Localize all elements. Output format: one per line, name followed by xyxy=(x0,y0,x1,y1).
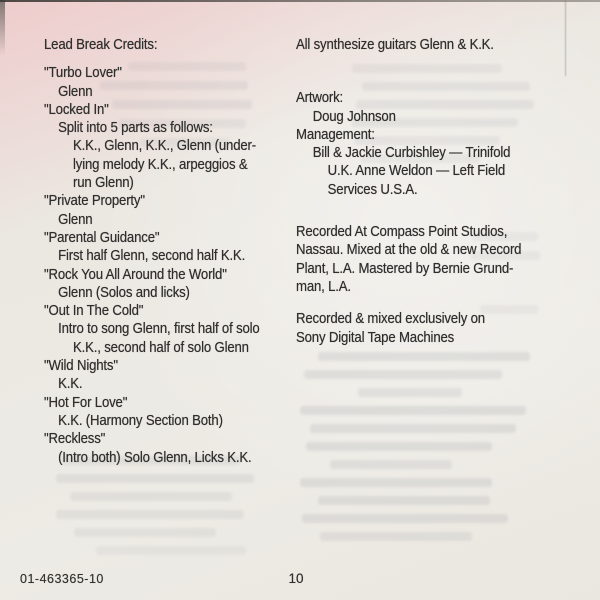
scan-edge-left xyxy=(0,0,5,56)
bleedthrough-ghost-line xyxy=(358,388,462,397)
text-line: Intro to song Glenn, first half of solo xyxy=(58,320,260,338)
text-line: K.K., Glenn, K.K., Glenn (under- xyxy=(73,137,256,155)
text-line: Artwork: xyxy=(296,89,343,107)
bleedthrough-ghost-line xyxy=(302,514,508,523)
text-line: "Private Property" xyxy=(44,192,145,210)
bleedthrough-ghost-line xyxy=(320,532,472,541)
text-line: lying melody K.K., arpeggios & xyxy=(73,155,248,173)
text-line: Nassau. Mixed at the old & new Record xyxy=(296,241,522,259)
text-line: All synthesize guitars Glenn & K.K. xyxy=(296,36,494,53)
page-number: 10 xyxy=(288,571,304,586)
text-line: Recorded & mixed exclusively on xyxy=(296,310,485,328)
text-line: run Glenn) xyxy=(73,174,134,192)
text-line: "Reckless" xyxy=(44,430,106,448)
text-line: "Parental Guidance" xyxy=(44,228,160,246)
bleedthrough-ghost-line xyxy=(74,528,216,537)
bleedthrough-ghost-line xyxy=(56,474,254,483)
text-line: "Turbo Lover" xyxy=(44,64,122,82)
text-line: Glenn xyxy=(58,82,93,100)
text-line: "Locked In" xyxy=(44,100,109,118)
text-line: Doug Johnson xyxy=(312,107,396,125)
text-line: Bill & Jackie Curbishley — Trinifold xyxy=(312,144,511,162)
text-line: "Rock You All Around the World" xyxy=(44,265,227,283)
bleedthrough-ghost-line xyxy=(310,424,516,433)
text-line: Management: xyxy=(296,125,375,143)
catalog-number: 01-463365-10 xyxy=(20,572,104,586)
right-column xyxy=(296,36,586,347)
text-line: Split into 5 parts as follows: xyxy=(58,119,213,137)
text-line: First half Glenn, second half K.K. xyxy=(58,247,246,265)
text-line: Services U.S.A. xyxy=(327,180,418,198)
lead-break-credits-heading: Lead Break Credits: xyxy=(44,36,158,53)
sony-tape-note xyxy=(296,310,586,347)
artwork-management xyxy=(296,89,586,199)
bleedthrough-ghost-line xyxy=(304,370,502,379)
bleedthrough-ghost-line xyxy=(306,442,492,451)
bleedthrough-ghost-line xyxy=(56,510,244,519)
bleedthrough-ghost-line xyxy=(318,352,530,361)
bleedthrough-ghost-line xyxy=(70,492,232,501)
text-line: Glenn (Solos and licks) xyxy=(58,283,190,301)
text-line: Plant, L.A. Mastered by Bernie Grund- xyxy=(296,259,514,277)
text-line: K.K. xyxy=(58,375,83,393)
text-line: K.K. (Harmony Section Both) xyxy=(58,411,223,429)
text-line: K.K., second half of solo Glenn xyxy=(73,338,249,356)
bleedthrough-ghost-line xyxy=(330,460,452,469)
lead-break-credits-list xyxy=(44,64,324,467)
bleedthrough-ghost-line xyxy=(318,496,490,505)
bleedthrough-ghost-line xyxy=(300,478,492,487)
text-line: (Intro both) Solo Glenn, Licks K.K. xyxy=(58,448,252,466)
bleedthrough-ghost-line xyxy=(300,406,526,415)
text-line: "Hot For Love" xyxy=(44,393,128,411)
scan-edge-top xyxy=(0,0,600,2)
text-line: "Out In The Cold" xyxy=(44,302,144,320)
bleedthrough-ghost-line xyxy=(96,546,246,555)
text-line: U.K. Anne Weldon — Left Field xyxy=(327,162,506,180)
text-line: man, L.A. xyxy=(296,277,351,295)
synth-guitars-note xyxy=(296,36,586,54)
recording-mastering-note xyxy=(296,223,586,296)
left-column xyxy=(44,36,324,467)
text-line: Sony Digital Tape Machines xyxy=(296,328,455,346)
text-line: Glenn xyxy=(58,210,93,228)
text-line: Recorded At Compass Point Studios, xyxy=(296,223,508,241)
text-line: "Wild Nights" xyxy=(44,357,118,375)
